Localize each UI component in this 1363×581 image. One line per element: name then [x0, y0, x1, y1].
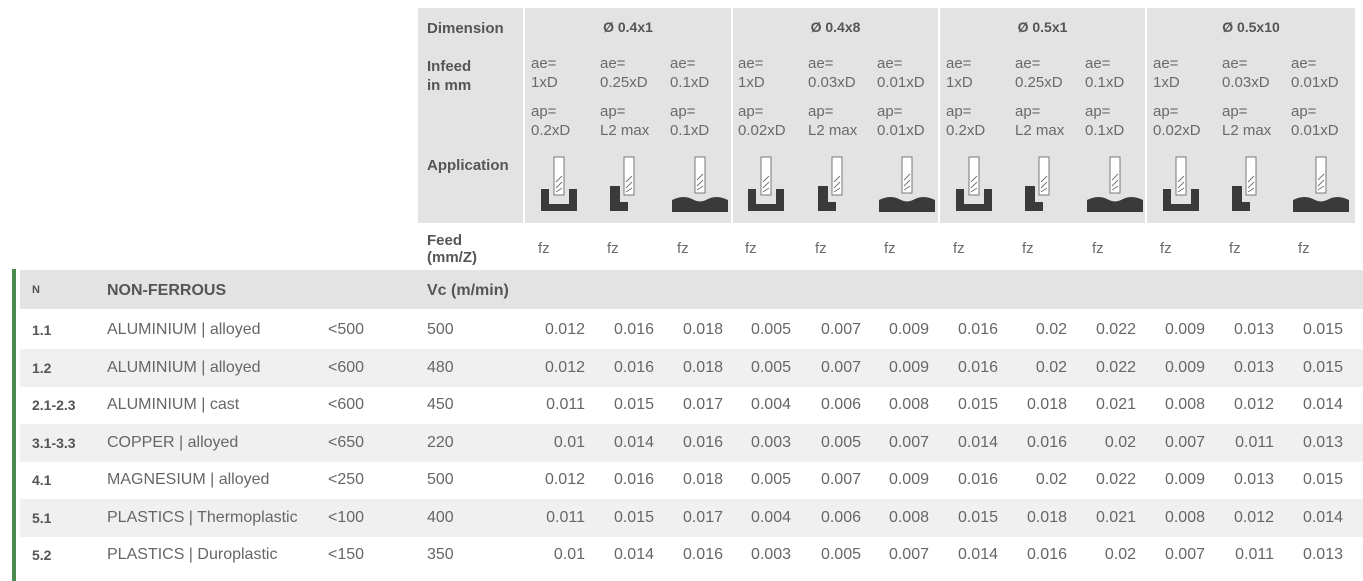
group-divider: [938, 8, 940, 223]
application-label: Application: [427, 157, 509, 174]
feed-value: 0.005: [750, 471, 791, 488]
cutting-speed: 500: [427, 321, 454, 338]
ae-line: ae=: [877, 55, 903, 72]
feed-value: 0.009: [1164, 321, 1205, 338]
contour-milling-icon: [877, 156, 937, 214]
ae-line: 0.25xD: [1015, 74, 1063, 91]
accent-bar: [12, 269, 16, 581]
material-code: 1.2: [32, 359, 52, 376]
material-code: 4.1: [32, 472, 52, 488]
ap-line: ap=: [1015, 103, 1041, 120]
feed-value: 0.014: [1302, 396, 1343, 413]
ap-line: 0.02xD: [1153, 122, 1201, 139]
ap-line: L2 max: [1222, 122, 1272, 139]
material-code: 3.1-3.3: [32, 434, 76, 451]
material-code: 1.1: [32, 322, 52, 338]
infeed-label-line2: in mm: [427, 77, 472, 94]
feed-value: 0.017: [682, 508, 723, 526]
ae-value: [600, 54, 648, 92]
ae-value: [738, 54, 765, 92]
fz-label: fz: [884, 240, 896, 257]
feed-value: 0.009: [888, 358, 929, 376]
ae-value: [808, 54, 856, 92]
ae-value: [946, 54, 973, 92]
ae-line: ae=: [1015, 55, 1041, 72]
feed-value: 0.021: [1095, 508, 1136, 526]
tensile-strength: <500: [328, 321, 365, 338]
section-title: NON-FERROUS: [107, 282, 227, 299]
feed-value: 0.02: [1104, 546, 1136, 563]
vc-label: Vc (m/min): [427, 282, 509, 299]
feed-value: 0.016: [957, 321, 998, 338]
ae-value: [1153, 54, 1180, 92]
material-name: PLASTICS | Thermoplastic: [107, 508, 298, 526]
table-row: [20, 499, 1363, 537]
material-name: ALUMINIUM | alloyed: [107, 358, 261, 376]
feed-value: 0.008: [1164, 396, 1205, 413]
feed-value: 0.014: [957, 546, 998, 563]
slot-milling-icon: [539, 156, 579, 214]
feed-value: 0.003: [750, 546, 791, 563]
ap-value: [1291, 102, 1339, 140]
group-divider: [1145, 8, 1147, 223]
feed-value: 0.02: [1035, 471, 1067, 488]
feed-value: 0.013: [1233, 471, 1274, 488]
table-row: [20, 349, 1363, 387]
fz-label: fz: [953, 240, 965, 257]
section-code: N: [32, 284, 40, 296]
ap-line: 0.2xD: [946, 122, 986, 139]
feed-value: 0.022: [1095, 471, 1136, 488]
fz-label: fz: [1022, 240, 1034, 257]
feed-value: 0.007: [820, 358, 861, 376]
feed-value: 0.007: [1164, 433, 1205, 451]
group-title: Ø 0.5x1: [1017, 19, 1068, 35]
feed-value: 0.011: [546, 508, 585, 526]
ae-value: [1291, 54, 1339, 92]
feed-value: 0.009: [1164, 358, 1205, 376]
feed-value: 0.018: [682, 471, 723, 488]
ap-line: 0.1xD: [670, 122, 710, 139]
table-row: [20, 461, 1363, 499]
tensile-strength: <600: [328, 358, 365, 376]
shoulder-milling-icon: [608, 156, 648, 214]
ae-value: [1085, 54, 1124, 92]
table-row: [20, 536, 1363, 574]
material-name: ALUMINIUM | alloyed: [107, 321, 261, 338]
ap-line: ap=: [1222, 103, 1248, 120]
feed-value: 0.016: [682, 546, 723, 563]
ae-value: [670, 54, 709, 92]
feed-value: 0.018: [1026, 508, 1067, 526]
feed-value: 0.005: [820, 433, 861, 451]
ae-value: [1015, 54, 1063, 92]
feed-value: 0.016: [957, 471, 998, 488]
feed-value: 0.018: [682, 321, 723, 338]
feed-value: 0.014: [957, 433, 998, 451]
ap-line: ap=: [670, 103, 696, 120]
feed-value: 0.014: [613, 433, 654, 451]
fz-label: fz: [815, 240, 827, 257]
material-name: PLASTICS | Duroplastic: [107, 546, 278, 563]
table-row: [20, 311, 1363, 349]
feed-value: 0.013: [1233, 358, 1274, 376]
ae-value: [531, 54, 558, 92]
feed-label-line2: (mm/Z): [427, 249, 477, 266]
feed-value: 0.007: [888, 546, 929, 563]
feed-value: 0.015: [957, 508, 998, 526]
fz-label: fz: [1160, 240, 1172, 257]
fz-label: fz: [607, 240, 619, 257]
feed-value: 0.006: [820, 508, 861, 526]
feed-value: 0.007: [820, 471, 861, 488]
infeed-label: [427, 57, 471, 95]
ae-line: 0.1xD: [670, 74, 710, 91]
feed-value: 0.015: [1302, 321, 1343, 338]
contour-milling-icon: [670, 156, 730, 214]
ae-line: 0.03xD: [808, 74, 856, 91]
ae-line: ae=: [1153, 55, 1179, 72]
feed-value: 0.016: [613, 358, 654, 376]
ae-line: ae=: [946, 55, 972, 72]
ap-line: ap=: [877, 103, 903, 120]
group-divider: [731, 8, 733, 223]
ap-line: ap=: [1085, 103, 1111, 120]
feed-value: 0.015: [957, 396, 998, 413]
ae-line: 1xD: [1153, 74, 1180, 91]
feed-value: 0.016: [957, 358, 998, 376]
cutting-speed: 480: [427, 358, 454, 376]
feed-value: 0.01: [553, 546, 585, 563]
group-title: Ø 0.5x10: [1222, 19, 1280, 35]
cutting-speed: 450: [427, 396, 454, 413]
ae-line: 0.25xD: [600, 74, 648, 91]
ap-value: [877, 102, 925, 140]
feed-value: 0.005: [750, 358, 791, 376]
feed-value: 0.007: [1164, 546, 1205, 563]
feed-value: 0.014: [613, 546, 654, 563]
fz-label: fz: [677, 240, 689, 257]
tensile-strength: <250: [328, 471, 365, 488]
ae-line: ae=: [531, 55, 557, 72]
ap-line: 0.01xD: [1291, 122, 1339, 139]
feed-value: 0.02: [1035, 321, 1067, 338]
ae-line: 1xD: [738, 74, 765, 91]
feed-value: 0.022: [1095, 321, 1136, 338]
feed-value: 0.016: [613, 471, 654, 488]
ap-line: ap=: [946, 103, 972, 120]
feed-value: 0.009: [888, 321, 929, 338]
feed-value: 0.014: [1302, 508, 1343, 526]
material-code: 2.1-2.3: [32, 397, 76, 413]
group-divider: [523, 8, 525, 223]
feed-value: 0.011: [546, 396, 585, 413]
group-title: Ø 0.4x8: [810, 19, 861, 35]
ae-value: [1222, 54, 1270, 92]
ap-value: [1085, 102, 1124, 140]
feed-value: 0.013: [1302, 433, 1343, 451]
contour-milling-icon: [1291, 156, 1351, 214]
shoulder-milling-icon: [816, 156, 856, 214]
feed-value: 0.016: [682, 433, 723, 451]
ap-line: 0.01xD: [877, 122, 925, 139]
ap-line: ap=: [738, 103, 764, 120]
material-code: 5.2: [32, 547, 52, 563]
ae-line: ae=: [670, 55, 696, 72]
fz-label: fz: [1298, 240, 1310, 257]
feed-value: 0.004: [750, 508, 791, 526]
tensile-strength: <600: [328, 396, 365, 413]
feed-value: 0.016: [613, 321, 654, 338]
feed-value: 0.018: [1026, 396, 1067, 413]
ap-line: ap=: [531, 103, 557, 120]
feed-value: 0.012: [544, 471, 585, 488]
ae-value: [877, 54, 925, 92]
feed-value: 0.008: [1164, 508, 1205, 526]
ap-value: [600, 102, 649, 140]
tensile-strength: <100: [328, 508, 365, 526]
feed-value: 0.02: [1104, 433, 1136, 451]
ae-line: ae=: [738, 55, 764, 72]
feed-value: 0.015: [613, 396, 654, 413]
feed-value: 0.013: [1302, 546, 1343, 563]
fz-label: fz: [745, 240, 757, 257]
group-title: Ø 0.4x1: [603, 19, 653, 35]
material-name: ALUMINIUM | cast: [107, 396, 240, 413]
ap-line: 0.1xD: [1085, 122, 1125, 139]
ap-line: ap=: [808, 103, 834, 120]
ap-value: [1153, 102, 1201, 140]
ap-line: ap=: [1291, 103, 1317, 120]
feed-value: 0.016: [1026, 546, 1067, 563]
table-row: [20, 386, 1363, 424]
feed-value: 0.015: [613, 508, 654, 526]
feed-value: 0.007: [888, 433, 929, 451]
slot-milling-icon: [954, 156, 994, 214]
ap-value: [946, 102, 985, 140]
table-row: [20, 424, 1363, 462]
ap-line: ap=: [1153, 103, 1179, 120]
ap-value: [1222, 102, 1271, 140]
feed-value: 0.012: [544, 358, 585, 376]
material-name: MAGNESIUM | alloyed: [107, 471, 270, 488]
slot-milling-icon: [1161, 156, 1201, 214]
feed-value: 0.012: [1233, 508, 1274, 526]
feed-value: 0.007: [820, 321, 861, 338]
ap-line: L2 max: [808, 122, 858, 139]
feed-label-line1: Feed: [427, 232, 463, 249]
feed-value: 0.009: [888, 471, 929, 488]
fz-label: fz: [538, 240, 550, 257]
feed-value: 0.012: [1233, 396, 1274, 413]
contour-milling-icon: [1085, 156, 1145, 214]
feed-value: 0.005: [750, 321, 791, 338]
tensile-strength: <650: [328, 433, 365, 451]
ap-value: [531, 102, 570, 140]
feed-value: 0.004: [750, 396, 791, 413]
feed-value: 0.009: [1164, 471, 1205, 488]
cutting-speed: 400: [427, 508, 454, 526]
feed-value: 0.008: [888, 508, 929, 526]
feed-value: 0.015: [1302, 471, 1343, 488]
ae-line: 0.01xD: [877, 74, 925, 91]
feed-value: 0.006: [820, 396, 861, 413]
ap-line: L2 max: [600, 122, 650, 139]
material-name: COPPER | alloyed: [107, 433, 239, 451]
ae-line: ae=: [600, 55, 626, 72]
feed-value: 0.005: [820, 546, 861, 563]
feed-value: 0.013: [1233, 321, 1274, 338]
feed-value: 0.016: [1026, 433, 1067, 451]
feed-label: [427, 232, 477, 266]
ap-line: ap=: [600, 103, 626, 120]
infeed-label-line1: Infeed: [427, 58, 472, 75]
feed-value: 0.02: [1035, 358, 1067, 376]
ae-line: ae=: [1222, 55, 1248, 72]
cutting-speed: 350: [427, 546, 454, 563]
ae-line: 1xD: [531, 74, 558, 91]
feed-value: 0.022: [1095, 358, 1136, 376]
material-code: 5.1: [32, 509, 52, 526]
dimension-label: Dimension: [427, 20, 504, 37]
feed-value: 0.01: [553, 433, 585, 451]
feed-value: 0.008: [888, 396, 929, 413]
shoulder-milling-icon: [1023, 156, 1063, 214]
cutting-speed: 220: [427, 433, 454, 451]
ae-line: 0.1xD: [1085, 74, 1125, 91]
ap-value: [808, 102, 857, 140]
ap-line: L2 max: [1015, 122, 1065, 139]
tensile-strength: <150: [328, 546, 365, 563]
fz-label: fz: [1229, 240, 1241, 257]
feed-value: 0.017: [682, 396, 723, 413]
ae-line: 1xD: [946, 74, 973, 91]
ap-value: [1015, 102, 1064, 140]
slot-milling-icon: [746, 156, 786, 214]
feed-value: 0.003: [750, 433, 791, 451]
fz-label: fz: [1092, 240, 1104, 257]
ae-line: ae=: [808, 55, 834, 72]
feed-value: 0.012: [544, 321, 585, 338]
ae-line: ae=: [1085, 55, 1111, 72]
shoulder-milling-icon: [1230, 156, 1270, 214]
ap-line: 0.2xD: [531, 122, 571, 139]
ae-line: 0.03xD: [1222, 74, 1270, 91]
feed-value: 0.015: [1302, 358, 1343, 376]
cutting-speed: 500: [427, 471, 454, 488]
ae-line: ae=: [1291, 55, 1317, 72]
feed-value: 0.021: [1095, 396, 1136, 413]
feed-value: 0.018: [682, 358, 723, 376]
ap-line: 0.02xD: [738, 122, 786, 139]
ap-value: [670, 102, 709, 140]
feed-value: 0.011: [1235, 546, 1274, 563]
feed-value: 0.011: [1235, 433, 1274, 451]
ap-value: [738, 102, 786, 140]
ae-line: 0.01xD: [1291, 74, 1339, 91]
